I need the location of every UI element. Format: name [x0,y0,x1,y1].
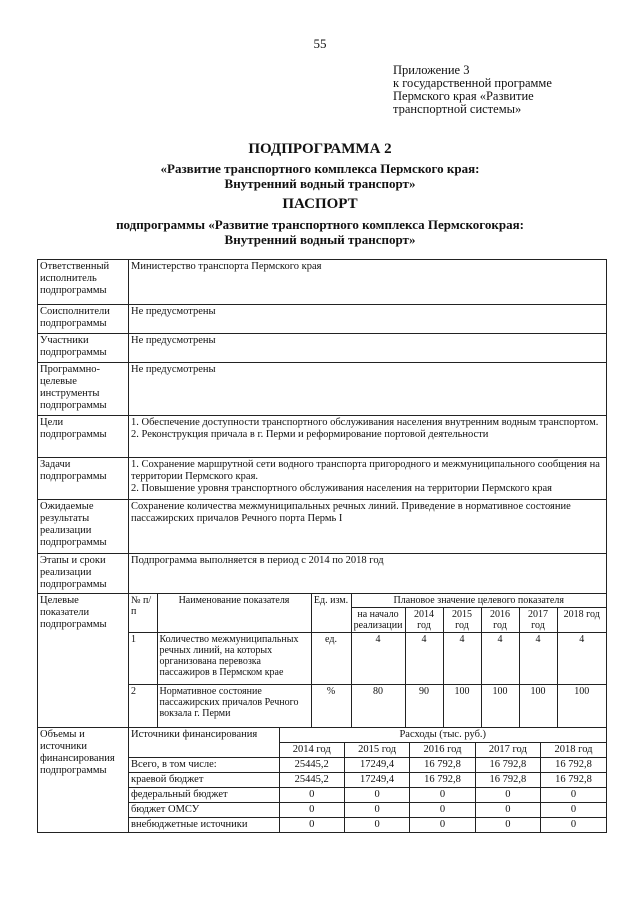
table-row [38,363,607,416]
table-row [38,554,607,594]
row-value [129,458,607,500]
cell-value: 25445,2 [279,757,344,772]
col-year: 2014 год [279,742,344,757]
cell-value: 0 [344,817,409,832]
col-year: 2014 год [405,608,443,633]
cell-value: 0 [475,802,540,817]
cell-value: 100 [557,685,606,727]
cell-source: внебюджетные источники [129,817,279,832]
row-label: Ответственный исполнитель подпрограммы [38,260,129,305]
table-row [129,685,606,727]
cell-value: 4 [519,633,557,685]
cell-value: 100 [519,685,557,727]
table-row [129,772,606,787]
col-year: 2016 год [481,608,519,633]
cell-value: 0 [475,817,540,832]
row-label: Цели подпрограммы [38,416,129,458]
cell-value: 17249,4 [344,772,409,787]
cell-value: 4 [481,633,519,685]
cell-value: 16 792,8 [475,772,540,787]
cell-source: бюджет ОМСУ [129,802,279,817]
cell-value: 0 [541,817,606,832]
cell-value: 16 792,8 [475,757,540,772]
col-year: 2017 год [475,742,540,757]
cell-value: 0 [475,787,540,802]
cell-name: Нормативное состояние пассажирских причалов Речного вокзала г. Перми [157,685,311,727]
cell-unit: ед. [311,633,351,685]
row-label: Объемы и источники финансирования подпрограммы [38,727,129,832]
col-num: № п/п [129,594,157,633]
cell-value: 0 [344,802,409,817]
cell-value: 16 792,8 [541,772,606,787]
appendix-note [393,64,552,116]
cell-value: 16 792,8 [541,757,606,772]
row-label: Задачи подпрограммы [38,458,129,500]
row-value: Подпрограмма выполняется в период с 2014 по 2018 год [129,554,607,594]
subprogram-title-line: Внутренний водный транспорт» [224,176,416,191]
task-line: 2. Повышение уровня транспортного обслуживания населения на территории Пермского края [131,483,552,494]
subprogram-title-line: «Развитие транспортного комплекса Пермского края: [160,161,480,176]
row-label: Программно-целевые инструменты подпрограммы [38,363,129,416]
appendix-line: к государственной программе [393,76,552,90]
row-value: Сохранение количества межмуниципальных речных линий. Приведение в нормативное состояние пассажирских причалов Речного порта Пермь I [129,500,607,554]
passport-title-line: подпрограммы «Развитие транспортного комплекса Пермскогокрая: [116,217,524,232]
passport-title-line: Внутренний водный транспорт» [224,232,416,247]
targets-row [38,594,607,728]
col-year: 2017 год [519,608,557,633]
table-row [38,334,607,363]
col-name: Наименование показателя [157,594,311,633]
passport-table [37,259,607,833]
cell-value: 0 [410,817,475,832]
cell-value: 90 [405,685,443,727]
cell-unit: % [311,685,351,727]
row-label: Участники подпрограммы [38,334,129,363]
cell-source: федеральный бюджет [129,787,279,802]
cell-value: 0 [410,802,475,817]
table-row [129,757,606,772]
cell-value: 0 [344,787,409,802]
table-row [38,500,607,554]
cell-value: 4 [557,633,606,685]
cell-value: 100 [443,685,481,727]
row-label: Ожидаемые результаты реализации подпрограммы [38,500,129,554]
col-year: 2015 год [344,742,409,757]
cell-start: 4 [351,633,405,685]
appendix-line: Приложение 3 [393,63,470,77]
cell-num: 1 [129,633,157,685]
table-row [129,817,606,832]
goal-line: 1. Обеспечение доступности транспортного обслуживания населения внутренним водным транспортом. [131,417,599,428]
table-row [129,633,606,685]
col-sources: Источники финансирования [129,728,279,758]
col-expenses: Расходы (тыс. руб.) [279,728,606,743]
col-year: 2016 год [410,742,475,757]
cell-value: 100 [481,685,519,727]
cell-value: 25445,2 [279,772,344,787]
cell-value: 4 [443,633,481,685]
row-value: Не предусмотрены [129,305,607,334]
cell-value: 16 792,8 [410,772,475,787]
cell-source: краевой бюджет [129,772,279,787]
row-label: Этапы и сроки реализации подпрограммы [38,554,129,594]
col-start: на начало реализации [351,608,405,633]
table-row [38,305,607,334]
subprogram-title [0,161,640,191]
table-row [129,787,606,802]
subprogram-heading: ПОДПРОГРАММА 2 [248,141,392,157]
col-year: 2018 год [541,742,606,757]
cell-source: Всего, в том числе: [129,757,279,772]
finance-row [38,727,607,832]
cell-value: 16 792,8 [410,757,475,772]
col-year: 2018 год [557,608,606,633]
passport-heading: ПАСПОРТ [282,196,358,212]
col-unit: Ед. изм. [311,594,351,633]
page-number: 55 [313,36,327,51]
goal-line: 2. Реконструкция причала в г. Перми и реформирование портовой деятельности [131,429,489,440]
cell-value: 0 [410,787,475,802]
row-value: Не предусмотрены [129,334,607,363]
row-value: Не предусмотрены [129,363,607,416]
cell-value: 0 [279,787,344,802]
cell-num: 2 [129,685,157,727]
targets-table [129,594,606,727]
table-row [38,260,607,305]
cell-value: 0 [279,802,344,817]
cell-value: 0 [541,787,606,802]
passport-title [0,217,640,247]
cell-value: 0 [279,817,344,832]
appendix-line: транспортной системы» [393,102,522,116]
cell-name: Количество межмуниципальных речных линий, на которых организована перевозка пассажиров в Пермском крае [157,633,311,685]
table-row [129,802,606,817]
row-label: Целевые показатели подпрограммы [38,594,129,728]
row-value: Министерство транспорта Пермского края [129,260,607,305]
cell-value: 17249,4 [344,757,409,772]
task-line: 1. Сохранение маршрутной сети водного транспорта пригородного и межмуниципального сообщения на территории Пермского края. [131,459,600,482]
row-label: Соисполнители подпрограммы [38,305,129,334]
cell-value: 4 [405,633,443,685]
appendix-line: Пермского края «Развитие [393,89,534,103]
col-plan: Плановое значение целевого показателя [351,594,606,608]
row-value [129,416,607,458]
table-row [38,458,607,500]
finance-table [129,728,606,832]
cell-start: 80 [351,685,405,727]
cell-value: 0 [541,802,606,817]
table-row [38,416,607,458]
col-year: 2015 год [443,608,481,633]
